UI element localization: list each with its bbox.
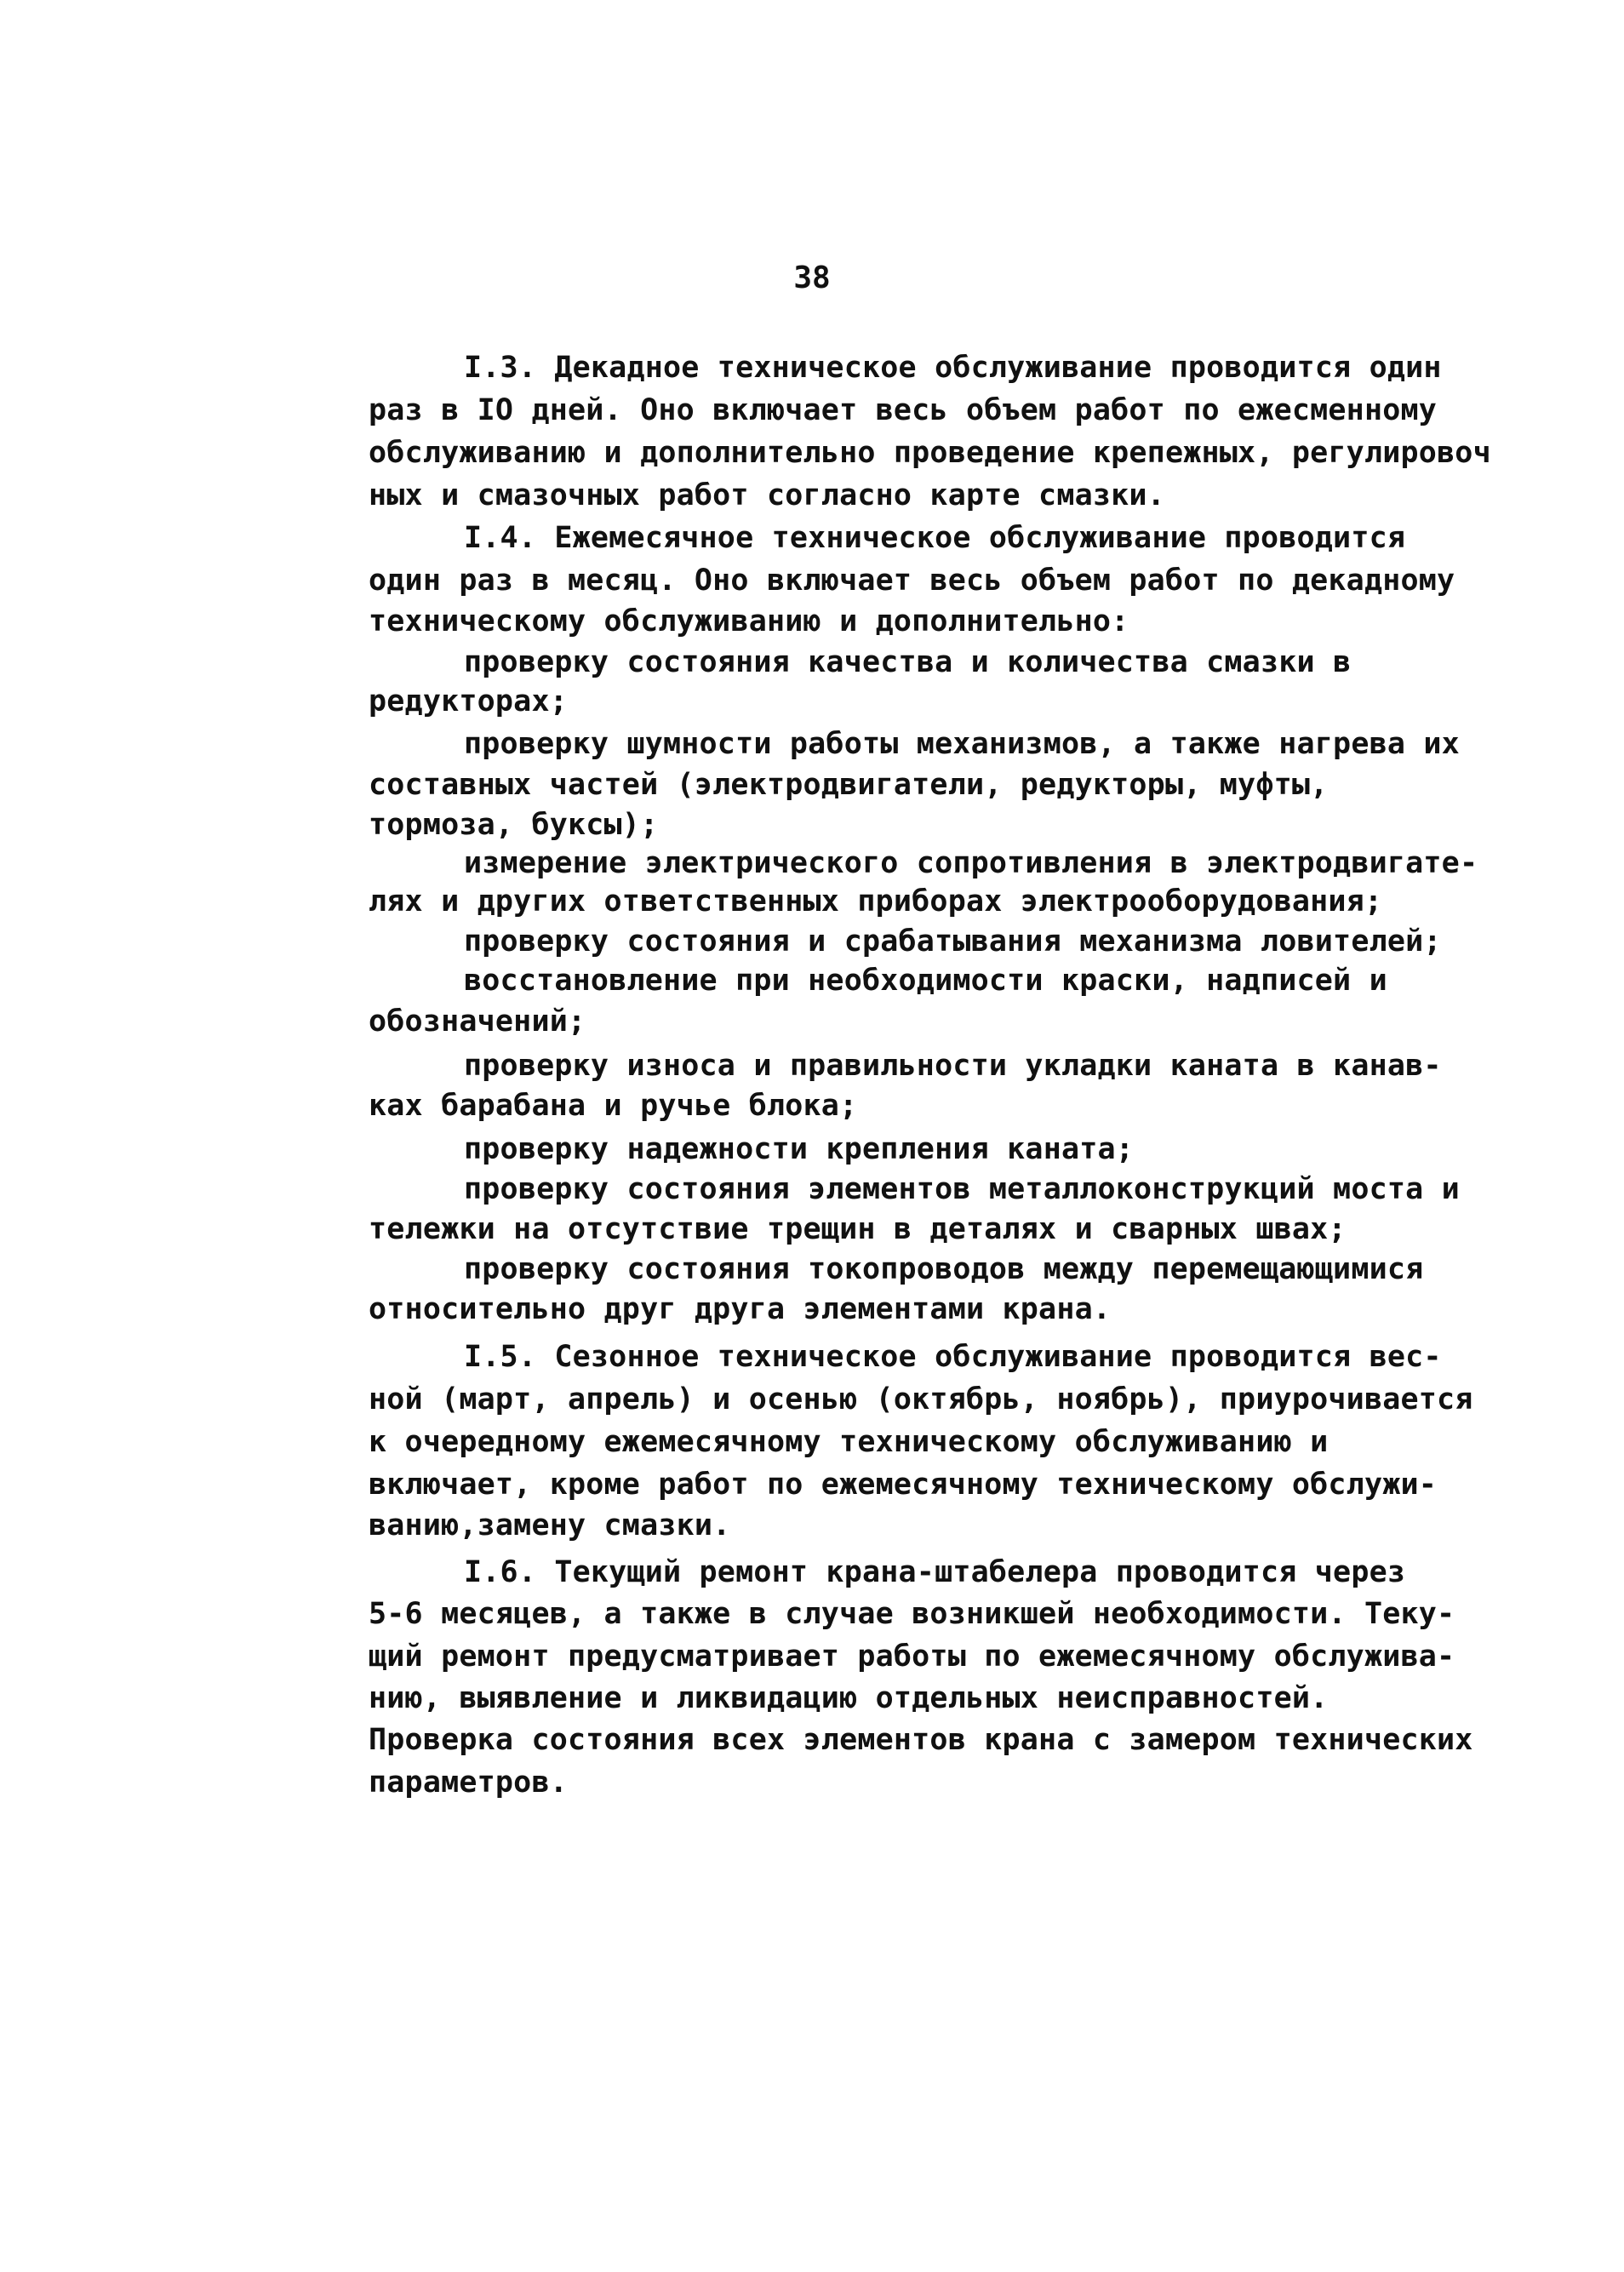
text-line: 5-6 месяцев, а также в случае возникшей необходимости. Теку- [369,1597,1455,1631]
text-line: проверку состояния и срабатывания механизма ловителей; [464,924,1442,959]
text-line: I.3. Декадное техническое обслуживание проводится один [464,351,1442,385]
text-line: ванию,замену смазки. [369,1508,731,1542]
text-line: Проверка состояния всех элементов крана с замером технических [369,1723,1473,1757]
text-line: техническому обслуживанию и дополнительно: [369,604,1129,638]
text-line: проверку состояния элементов металлоконструкций моста и [464,1172,1460,1206]
text-line: тормоза, буксы); [369,808,659,842]
text-line: раз в IO дней. Оно включает весь объем работ по ежесменному [369,393,1438,427]
text-line: I.6. Текущий ремонт крана-штабелера проводится через [464,1555,1406,1589]
text-line: включает, кроме работ по ежемесячному техническому обслужи- [369,1468,1438,1502]
text-line: проверку шумности работы механизмов, а также нагрева их [464,727,1460,761]
text-line: составных частей (электродвигатели, редукторы, муфты, [369,768,1329,802]
text-line: параметров. [369,1766,568,1800]
text-line: проверку состояния качества и количества смазки в [464,645,1352,679]
text-line: восстановление при необходимости краски, надписей и [464,964,1387,998]
text-line: проверку износа и правильности укладки каната в канав- [464,1049,1442,1083]
text-line: один раз в месяц. Оно включает весь объем работ по декадному [369,564,1455,598]
text-line: щий ремонт предусматривает работы по ежемесячному обслужива- [369,1640,1455,1674]
text-line: проверку состояния токопроводов между перемещающимися [464,1252,1424,1286]
text-line: обозначений; [369,1004,586,1039]
text-line: проверку надежности крепления каната; [464,1132,1135,1166]
text-line: относительно друг друга элементами крана. [369,1292,1112,1326]
text-line: ках барабана и ручье блока; [369,1089,858,1123]
text-line: редукторах; [369,684,568,718]
text-line: измерение электрического сопротивления в электродвигате- [464,846,1478,880]
text-line: ных и смазочных работ согласно карте смазки. [369,478,1165,512]
page-number: 38 [793,260,831,295]
text-line: к очередному ежемесячному техническому обслуживанию и [369,1425,1329,1459]
text-line: I.4. Ежемесячное техническое обслуживание проводится [464,521,1406,555]
text-line: ной (март, апрель) и осенью (октябрь, ноябрь), приурочивается [369,1382,1473,1416]
text-line: тележки на отсутствие трещин в деталях и сварных швах; [369,1212,1347,1246]
text-line: лях и других ответственных приборах электрооборудования; [369,884,1383,919]
text-line: обслуживанию и дополнительно проведение крепежных, регулировоч [369,436,1491,470]
text-line: нию, выявление и ликвидацию отдельных неисправностей. [369,1681,1329,1715]
text-line: I.5. Сезонное техническое обслуживание проводится вес- [464,1340,1442,1374]
